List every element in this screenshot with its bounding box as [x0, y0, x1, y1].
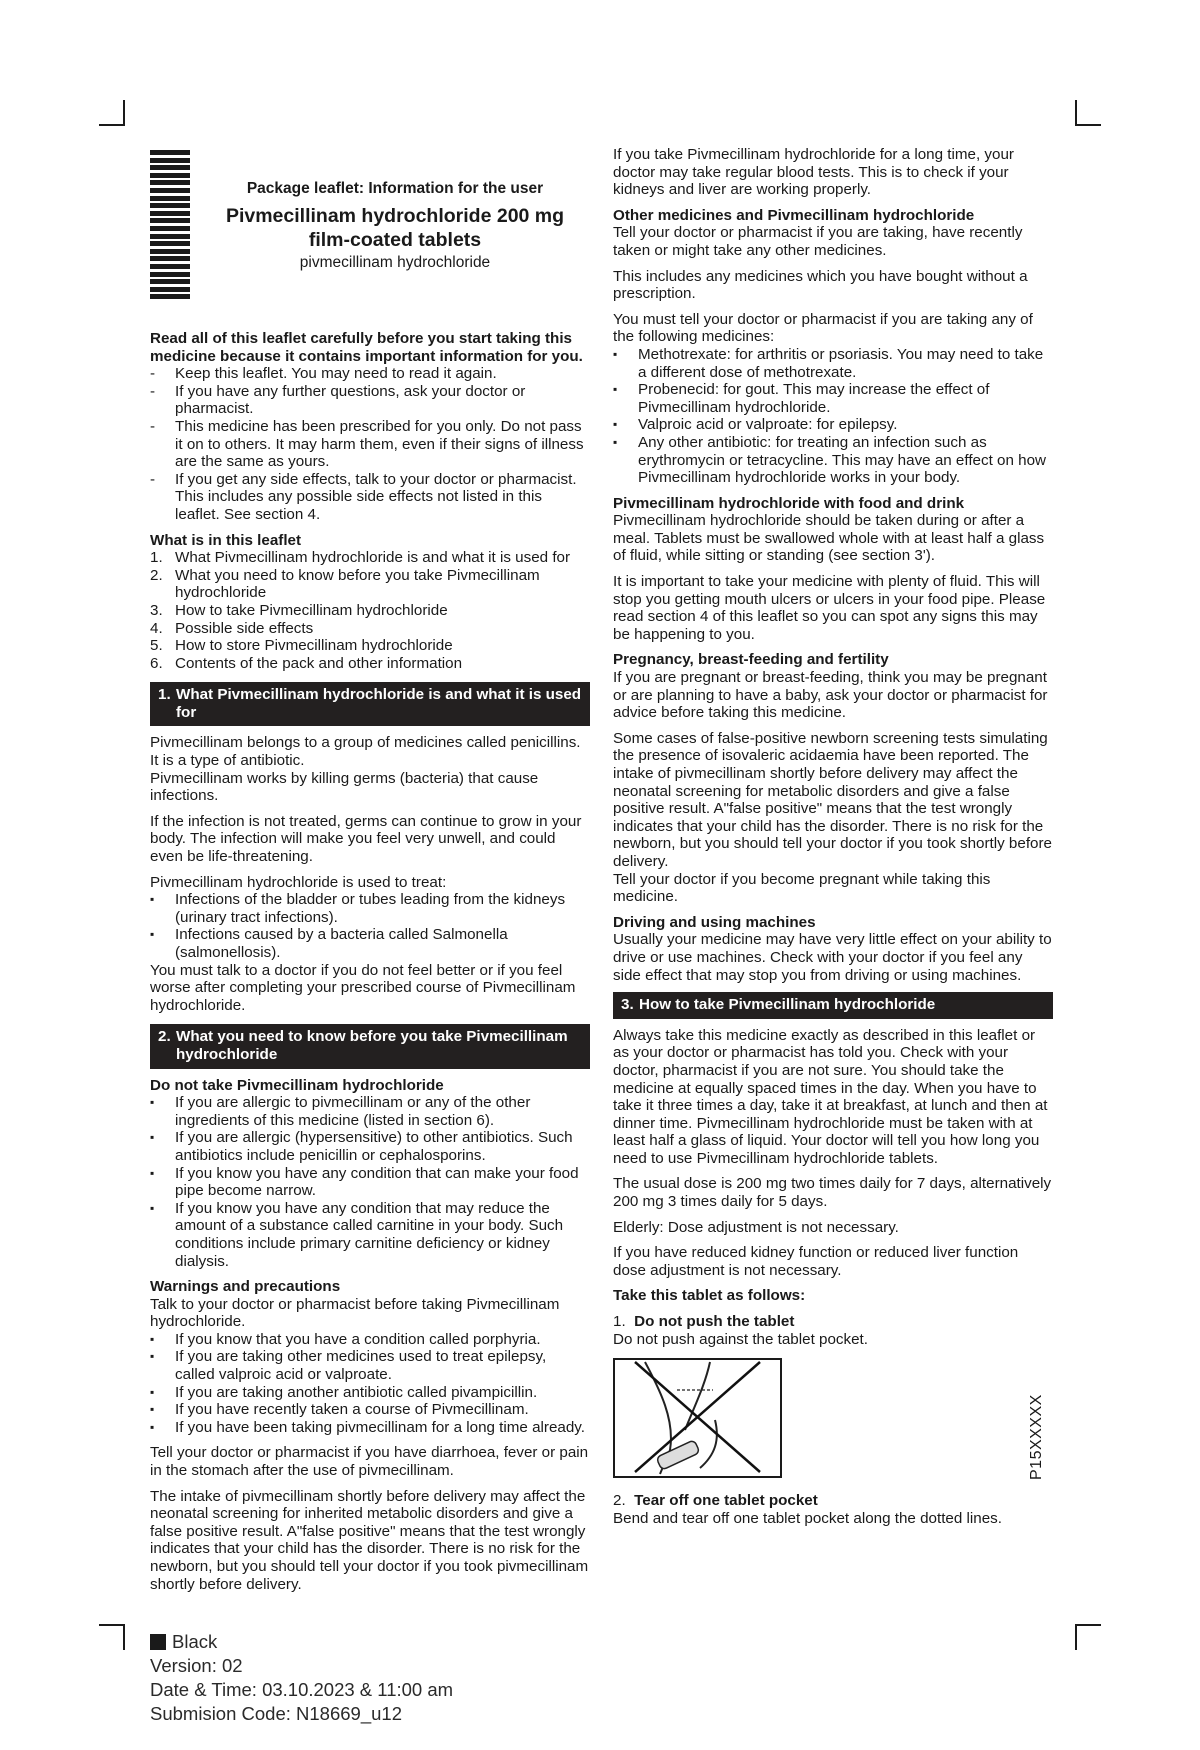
list-item: ▪ Infections caused by a bacteria called Salmonella (salmonellosis).	[150, 926, 590, 961]
step2-text: Bend and tear off one tablet pocket along the dotted lines.	[613, 1509, 1002, 1527]
list-item: ▪ Methotrexate: for arthritis or psoriasis. You may need to take a different dose of methotrexate.	[613, 346, 1053, 381]
product-title-line2: film-coated tablets	[308, 229, 482, 251]
pregnancy-p1: If you are pregnant or breast-feeding, think you may be pregnant or are planning to have a baby, ask your doctor or pharmacist for advice before taking this medicine.	[613, 669, 1048, 722]
crop-mark-br-v	[1075, 1624, 1077, 1650]
list-item: ▪ Any other antibiotic: for treating an infection such as erythromycin or tetracycline. This may have an effect on how Pivmecillinam hydrochloride works in your body.	[613, 434, 1053, 487]
list-item: 5. How to store Pivmecillinam hydrochloride	[150, 637, 453, 655]
section3-p4: If you have reduced kidney function or reduced liver function dose adjustment is not necessary.	[613, 1244, 1019, 1279]
crop-mark-bl-v	[123, 1624, 125, 1650]
neonatal-paragraph: The intake of pivmecillinam shortly before delivery may affect the neonatal screening for inherited metabolic disorders and give a false positive result. A"false positive" means that the test wrongly indicates that your child has the disorder. There is no risk for the newborn, but you should tell your doctor if you took pivmecillinam shortly before delivery.	[150, 1487, 589, 1593]
list-item: ▪ Infections of the bladder or tubes leading from the kidneys (urinary tract infections).	[150, 891, 590, 926]
step1-text: Do not push against the tablet pocket.	[613, 1330, 868, 1348]
print-footer	[150, 1630, 453, 1726]
list-item: ▪ If you are allergic (hypersensitive) to other antibiotics. Such antibiotics include penicillin or cephalosporins.	[150, 1129, 590, 1164]
warnings-intro: Talk to your doctor or pharmacist before taking Pivmecillinam hydrochloride.	[150, 1295, 560, 1331]
contents-heading: What is in this leaflet	[150, 531, 302, 549]
section3-p3: Elderly: Dose adjustment is not necessary.	[613, 1218, 899, 1236]
right-column	[613, 146, 1053, 1535]
pregnancy-p2: Some cases of false-positive newborn screening tests simulating the presence of isovaleric acidaemia have been reported. The intake of pivmecillinam shortly before delivery may affect the neonatal screening for metabolic disorders and give a false positive result. A"false positive" means that the test wrongly indicates that your child has the disorder. There is no risk for the newborn, but you should tell your doctor if you took shortly before delivery.	[613, 729, 1052, 870]
section3-p2: The usual dose is 200 mg two times daily for 7 days, alternatively 200 mg 3 times daily for 5 days.	[613, 1175, 1052, 1211]
pregnancy-heading: Pregnancy, breast-feeding and fertility	[613, 651, 889, 669]
intro-lead: Read all of this leaflet carefully before you start taking this medicine because it contains important information for you.	[150, 330, 583, 365]
leaflet-subtitle: Package leaflet: Information for the user	[246, 180, 544, 197]
crop-mark-bl-h	[99, 1624, 125, 1626]
section1-p3: Pivmecillinam hydrochloride is used to treat:	[150, 873, 447, 891]
list-item: 6. Contents of the pack and other information	[150, 654, 463, 672]
contents-list	[150, 549, 590, 672]
list-item: ▪ If you know you have any condition that may reduce the amount of a substance called carnitine in your body. Such conditions include primary carnitine deficiency or kidney dialysis.	[150, 1200, 590, 1270]
food-heading: Pivmecillinam hydrochloride with food and drink	[613, 494, 965, 512]
other-p3: You must tell your doctor or pharmacist if you are taking any of the following medicines:	[613, 310, 1033, 346]
product-title-line1: Pivmecillinam hydrochloride 200 mg	[225, 205, 565, 227]
list-item: - This medicine has been prescribed for you only. Do not pass it on to others. It may harm them, even if their signs of illness are the same as yours.	[150, 418, 590, 471]
leaflet-header	[205, 180, 585, 272]
list-item: 4. Possible side effects	[150, 619, 314, 637]
list-item: ▪ If you are taking other medicines used to treat epilepsy, called valproic acid or valproate.	[150, 1348, 590, 1383]
list-item: ▪ Probenecid: for gout. This may increase the effect of Pivmecillinam hydrochloride.	[613, 381, 1053, 416]
intro-list	[150, 365, 590, 523]
generic-name: pivmecillinam hydrochloride	[299, 254, 491, 271]
black-swatch-icon	[150, 1634, 166, 1650]
driving-paragraph: Usually your medicine may have very little effect on your ability to drive or use machines. Check with your doctor if you feel any side effect that may stop you from driving or using machines.	[613, 931, 1052, 984]
list-item: ▪ If you are taking another antibiotic called pivampicillin.	[150, 1384, 590, 1402]
pregnancy-p3: Tell your doctor if you become pregnant while taking this medicine.	[613, 870, 991, 906]
crop-mark-tr-v	[1075, 100, 1077, 126]
other-medicines-heading: Other medicines and Pivmecillinam hydrochloride	[613, 206, 975, 224]
list-item: ▪ If you have recently taken a course of Pivmecillinam.	[150, 1401, 590, 1419]
step1-title: 1. Do not push the tablet	[613, 1313, 795, 1331]
section1-p4: You must talk to a doctor if you do not feel better or if you feel worse after completing your prescribed course of Pivmecillinam hydrochloride.	[150, 961, 576, 1014]
section1-list	[150, 891, 590, 961]
food-p2: It is important to take your medicine with plenty of fluid. This will stop you getting mouth ulcers or ulcers in your food pipe. Please read section 4 of this leaflet so you can spot any signs this may be happening to you.	[613, 573, 1046, 643]
section3-p1: Always take this medicine exactly as described in this leaflet or as your doctor or pharmacist has told you. Check with your doctor, pharmacist if you are not sure. You should take the medicine at equally spaced times in the day. When you have to take it three times a day, take it at breakfast, at lunch and then at dinner time. Pivmecillinam hydrochloride must be taken with at least half a glass of liquid. Your doctor will tell you how long you need to use Pivmecillinam hydrochloride tablets.	[613, 1026, 1048, 1167]
crop-mark-tr-h	[1075, 124, 1101, 126]
crop-mark-br-h	[1075, 1624, 1101, 1626]
left-column	[150, 330, 590, 1601]
food-p1: Pivmecillinam hydrochloride should be taken during or after a meal. Tablets must be swallowed whole with at least half a glass of fluid, while sitting or standing (see section 3').	[613, 512, 1045, 565]
list-item: ▪ If you have been taking pivmecillinam for a long time already.	[150, 1419, 590, 1437]
section1-p1b: Pivmecillinam works by killing germs (bacteria) that cause infections.	[150, 769, 539, 805]
warnings-heading: Warnings and precautions	[150, 1278, 341, 1296]
color-label: Black	[150, 1630, 453, 1654]
list-item: 1. What Pivmecillinam hydrochloride is and what it is used for	[150, 549, 571, 567]
list-item: 3. How to take Pivmecillinam hydrochloride	[150, 601, 448, 619]
section1-p1: Pivmecillinam belongs to a group of medicines called penicillins. It is a type of antibiotic.	[150, 734, 581, 770]
crop-mark-tl-v	[123, 100, 125, 126]
list-item: ▪ Valproic acid or valproate: for epilepsy.	[613, 416, 1053, 434]
do-not-push-illustration	[613, 1358, 782, 1478]
other-p2: This includes any medicines which you have bought without a prescription.	[613, 267, 1028, 303]
list-item: ▪ If you are allergic to pivmecillinam or any of the other ingredients of this medicine (listed in section 6).	[150, 1094, 590, 1129]
product-code: P15XXXXX	[1028, 1394, 1045, 1480]
section1-p2: If the infection is not treated, germs can continue to grow in your body. The infection will make you feel very unwell, and could even be life-threatening.	[150, 812, 582, 866]
diarrhoea-paragraph: Tell your doctor or pharmacist if you have diarrhoea, fever or pain in the stomach after the use of pivmecillinam.	[150, 1444, 589, 1480]
list-item: - If you get any side effects, talk to your doctor or pharmacist. This includes any possible side effects not listed in this leaflet. See section 4.	[150, 471, 590, 524]
longtime-paragraph: If you take Pivmecillinam hydrochloride for a long time, your doctor may take regular blood tests. This is to check if your kidneys and liver are working properly.	[613, 146, 1014, 199]
driving-heading: Driving and using machines	[613, 913, 816, 931]
take-as-follows-heading: Take this tablet as follows:	[613, 1287, 806, 1305]
list-item: 2. What you need to know before you take Pivmecillinam hydrochloride	[150, 566, 540, 602]
list-item: ▪ If you know you have any condition that can make your food pipe become narrow.	[150, 1165, 590, 1200]
warnings-list	[150, 1331, 590, 1437]
section1-heading: 1. What Pivmecillinam hydrochloride is and what it is used for	[150, 682, 590, 726]
other-medicines-list	[613, 346, 1053, 487]
list-item: - If you have any further questions, ask your doctor or pharmacist.	[150, 383, 590, 418]
step2-title: 2. Tear off one tablet pocket	[613, 1492, 818, 1510]
list-item: - Keep this leaflet. You may need to read it again.	[150, 365, 590, 383]
pharmacode-barcode	[150, 150, 190, 310]
version-text: Version: 02	[150, 1655, 243, 1676]
section3-heading: 3. How to take Pivmecillinam hydrochloride	[613, 992, 1053, 1019]
dont-take-heading: Do not take Pivmecillinam hydrochloride	[150, 1076, 444, 1094]
list-item: ▪ If you know that you have a condition called porphyria.	[150, 1331, 590, 1349]
crop-mark-tl-h	[99, 124, 125, 126]
datetime-text: Date & Time: 03.10.2023 & 11:00 am	[150, 1679, 454, 1700]
crossed-out-push-icon	[615, 1360, 780, 1476]
section2-heading: 2. What you need to know before you take Pivmecillinam hydrochloride	[150, 1024, 590, 1068]
dont-take-list	[150, 1094, 590, 1270]
other-p1: Tell your doctor or pharmacist if you are taking, have recently taken or might take any other medicines.	[613, 224, 1023, 259]
submission-code: Submision Code: N18669_u12	[150, 1703, 402, 1724]
